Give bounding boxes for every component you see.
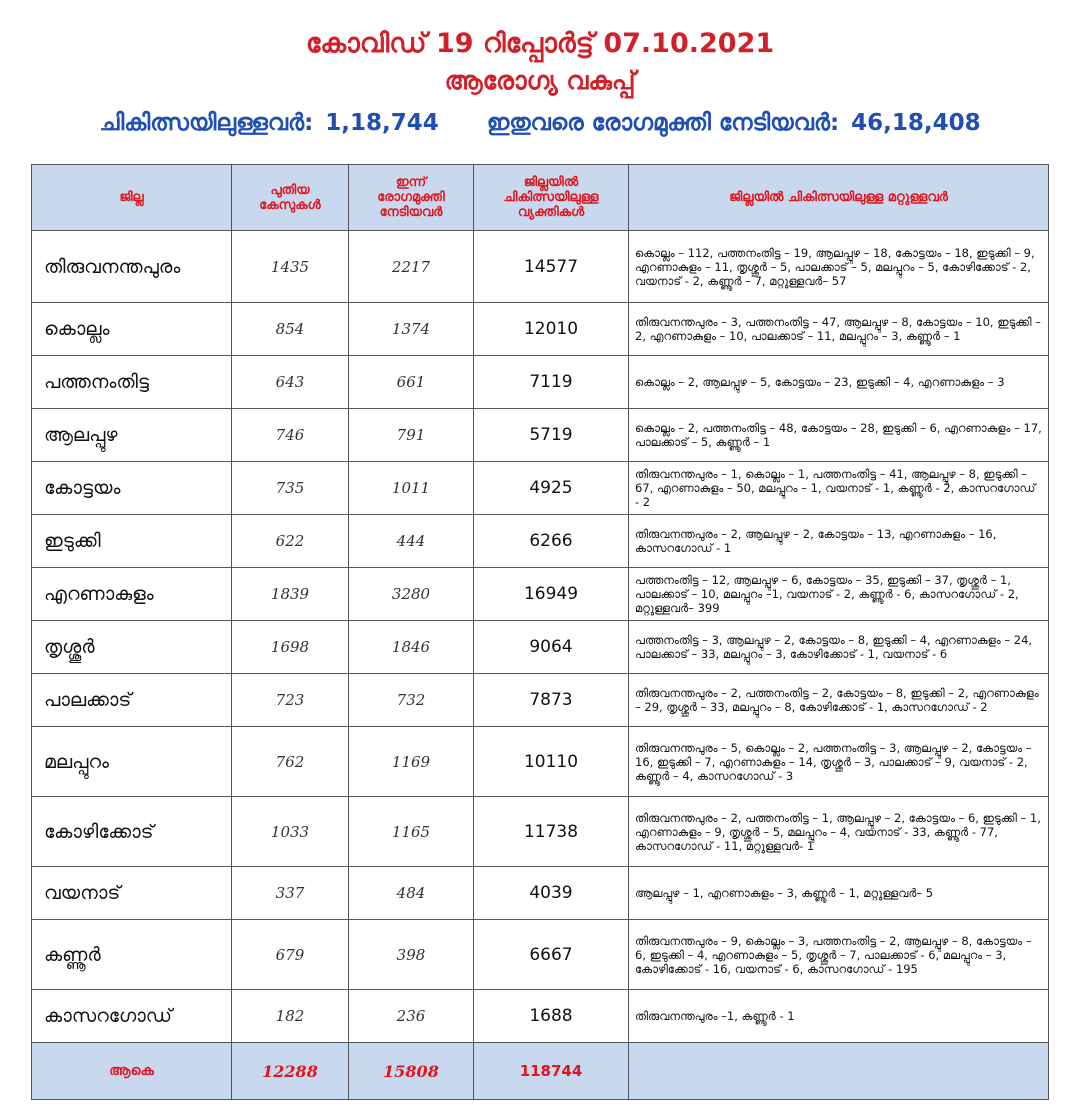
active-cases-cell: 4925: [474, 462, 629, 515]
column-header-new-cases: പുതിയ കേസുകൾ: [232, 165, 349, 231]
table-row: [32, 462, 1049, 515]
total-label: ആകെ: [32, 1043, 232, 1100]
district-cell: വയനാട്: [32, 867, 232, 920]
recovered-cell: 1846: [349, 621, 474, 674]
others-cell: പത്തനംതിട്ട – 3, ആലപ്പുഴ – 2, കോട്ടയം – 8, ഇടുക്കി – 4, എറണാകുളം – 24, പാലക്കാട് – 33, മലപ്പുറം – 3, കോഴിക്കോട് - 1, വയനാട് - 6: [629, 621, 1049, 674]
table-row: [32, 515, 1049, 568]
district-cell: പത്തനംതിട്ട: [32, 356, 232, 409]
others-cell: തിരുവനന്തപുരം –1, കണ്ണൂർ - 1: [629, 990, 1049, 1043]
column-header-recovered-today: ഇന്ന് രോഗമുക്തി നേടിയവർ: [349, 165, 474, 231]
table-row: [32, 727, 1049, 797]
recovered-cell: 661: [349, 356, 474, 409]
others-cell: ആലപ്പുഴ – 1, എറണാകുളം – 3, കണ്ണൂർ – 1, മറ്റുള്ളവർ– 5: [629, 867, 1049, 920]
active-cases-cell: 6667: [474, 920, 629, 990]
active-cases-cell: 10110: [474, 727, 629, 797]
recovered-cell: 236: [349, 990, 474, 1043]
new-cases-cell: 337: [232, 867, 349, 920]
active-cases-cell: 1688: [474, 990, 629, 1043]
active-cases-cell: 14577: [474, 231, 629, 303]
column-header-others: ജില്ലയിൽ ചികിത്സയിലുള്ള മറ്റുള്ളവർ: [629, 165, 1049, 231]
district-cell: കൊല്ലം: [32, 303, 232, 356]
new-cases-cell: 643: [232, 356, 349, 409]
new-cases-cell: 762: [232, 727, 349, 797]
new-cases-cell: 182: [232, 990, 349, 1043]
recovered-cell: 1169: [349, 727, 474, 797]
others-cell: കൊല്ലം – 2, ആലപ്പുഴ – 5, കോട്ടയം – 23, ഇടുക്കി – 4, എറണാകുളം – 3: [629, 356, 1049, 409]
district-cell: എറണാകുളം: [32, 568, 232, 621]
report-title: കോവിഡ് 19 റിപ്പോർട്ട് 07.10.2021: [305, 28, 775, 59]
district-cell: മലപ്പുറം: [32, 727, 232, 797]
recovered-cell: 2217: [349, 231, 474, 303]
recovered-cell: 398: [349, 920, 474, 990]
covid-district-table: [31, 164, 1049, 1100]
new-cases-cell: 854: [232, 303, 349, 356]
recovered-label: ഇതുവരെ രോഗമുക്തി നേടിയവർ:: [486, 110, 840, 136]
others-cell: കൊല്ലം – 112, പത്തനംതിട്ട – 19, ആലപ്പുഴ – 18, കോട്ടയം – 18, ഇടുക്കി – 9, എറണാകുളം – 11, തൃശ്ശൂർ – 5, പാലക്കാട് – 5, മലപ്പുറം – 5, കോഴിക്കോട് - 2, വയനാട് - 2, കണ്ണൂർ – 7, മറ്റുള്ളവർ– 57: [629, 231, 1049, 303]
new-cases-cell: 1839: [232, 568, 349, 621]
recovered-cell: 1374: [349, 303, 474, 356]
total-active-cases: 118744: [474, 1043, 629, 1100]
new-cases-cell: 723: [232, 674, 349, 727]
others-cell: തിരുവനന്തപുരം – 2, പത്തനംതിട്ട – 1, ആലപ്പുഴ – 2, കോട്ടയം – 6, ഇടുക്കി – 1, എറണാകുളം – 9, തൃശ്ശൂർ – 5, മലപ്പുറം – 4, വയനാട് - 33, കണ്ണൂർ - 77, കാസറഗോഡ് - 11, മറ്റുള്ളവർ- 1: [629, 797, 1049, 867]
new-cases-cell: 735: [232, 462, 349, 515]
new-cases-cell: 1033: [232, 797, 349, 867]
others-cell: കൊല്ലം – 2, പത്തനംതിട്ട – 48, കോട്ടയം – 28, ഇടുക്കി – 6, എറണാകുളം – 17, പാലക്കാട് – 5, കണ്ണൂർ – 1: [629, 409, 1049, 462]
others-cell: തിരുവനന്തപുരം – 5, കൊല്ലം – 2, പത്തനംതിട്ട – 3, ആലപ്പുഴ – 2, കോട്ടയം – 16, ഇടുക്കി – 7, എറണാകുളം – 14, തൃശ്ശൂർ – 3, പാലക്കാട് – 9, വയനാട് - 2, കണ്ണൂർ – 4, കാസറഗോഡ് - 3: [629, 727, 1049, 797]
active-cases-cell: 7119: [474, 356, 629, 409]
recovered-cell: 791: [349, 409, 474, 462]
others-cell: തിരുവനന്തപുരം – 9, കൊല്ലം – 3, പത്തനംതിട്ട – 2, ആലപ്പുഴ – 8, കോട്ടയം – 6, ഇടുക്കി – 4, എറണാകുളം – 5, തൃശ്ശൂർ – 7, പാലക്കാട് - 6, മലപ്പുറം – 3, കോഴിക്കോട് - 16, വയനാട് - 6, കാസറഗോഡ് - 195: [629, 920, 1049, 990]
active-cases-cell: 12010: [474, 303, 629, 356]
new-cases-cell: 1435: [232, 231, 349, 303]
column-header-active-cases: ജില്ലയിൽ ചികിത്സയിലുള്ള വ്യക്തികൾ: [474, 165, 629, 231]
district-cell: തൃശ്ശൂർ: [32, 621, 232, 674]
recovered-cell: 732: [349, 674, 474, 727]
recovered-cell: 3280: [349, 568, 474, 621]
new-cases-cell: 1698: [232, 621, 349, 674]
table-row: [32, 990, 1049, 1043]
district-cell: കോട്ടയം: [32, 462, 232, 515]
district-cell: ആലപ്പുഴ: [32, 409, 232, 462]
recovered-cell: 484: [349, 867, 474, 920]
table-row: [32, 674, 1049, 727]
total-new-cases: 12288: [232, 1043, 349, 1100]
district-cell: ഇടുക്കി: [32, 515, 232, 568]
others-cell: തിരുവനന്തപുരം – 2, പത്തനംതിട്ട – 2, കോട്ടയം – 8, ഇടുക്കി – 2, എറണാകുളം – 29, തൃശ്ശൂർ – 33, മലപ്പുറം – 8, കോഴിക്കോട് - 1, കാസറഗോഡ് - 2: [629, 674, 1049, 727]
district-cell: കോഴിക്കോട്: [32, 797, 232, 867]
others-cell: തിരുവനന്തപുരം – 1, കൊല്ലം – 1, പത്തനംതിട്ട – 41, ആലപ്പുഴ – 8, ഇടുക്കി – 67, എറണാകുളം – 50, മലപ്പുറം – 1, വയനാട് - 1, കണ്ണൂർ - 2, കാസറഗോഡ് - 2: [629, 462, 1049, 515]
others-cell: തിരുവനന്തപുരം – 3, പത്തനംതിട്ട – 47, ആലപ്പുഴ – 8, കോട്ടയം – 10, ഇടുക്കി – 2, എറണാകുളം – 10, പാലക്കാട് – 11, മലപ്പുറം – 3, കണ്ണൂർ – 1: [629, 303, 1049, 356]
recovered-value: 46,18,408: [851, 110, 981, 136]
under-treatment-label: ചികിത്സയിലുള്ളവർ:: [99, 110, 314, 136]
total-row: [32, 1043, 1049, 1100]
active-cases-cell: 11738: [474, 797, 629, 867]
summary-line: [0, 110, 1080, 136]
others-cell: പത്തനംതിട്ട – 12, ആലപ്പുഴ – 6, കോട്ടയം – 35, ഇടുക്കി – 37, തൃശ്ശൂർ – 1, പാലക്കാട് – 10, മലപ്പുറം –1, വയനാട് - 2, കണ്ണൂർ - 6, കാസറഗോഡ് - 2, മറ്റുള്ളവർ– 399: [629, 568, 1049, 621]
active-cases-cell: 4039: [474, 867, 629, 920]
active-cases-cell: 6266: [474, 515, 629, 568]
district-cell: തിരുവനന്തപുരം: [32, 231, 232, 303]
active-cases-cell: 16949: [474, 568, 629, 621]
new-cases-cell: 622: [232, 515, 349, 568]
table-row: [32, 920, 1049, 990]
table-row: [32, 797, 1049, 867]
table-row: [32, 621, 1049, 674]
others-cell: തിരുവനന്തപുരം – 2, ആലപ്പുഴ – 2, കോട്ടയം – 13, എറണാകുളം – 16, കാസറഗോഡ് - 1: [629, 515, 1049, 568]
total-recovered: 15808: [349, 1043, 474, 1100]
column-header-district: ജില്ല: [32, 165, 232, 231]
active-cases-cell: 9064: [474, 621, 629, 674]
new-cases-cell: 679: [232, 920, 349, 990]
department-name: ആരോഗ്യ വകുപ്പ്: [444, 66, 636, 95]
district-cell: കാസറഗോഡ്: [32, 990, 232, 1043]
active-cases-cell: 7873: [474, 674, 629, 727]
table-row: [32, 568, 1049, 621]
new-cases-cell: 746: [232, 409, 349, 462]
table-row: [32, 303, 1049, 356]
recovered-cell: 1165: [349, 797, 474, 867]
under-treatment-value: 1,18,744: [325, 110, 439, 136]
total-others: [629, 1043, 1049, 1100]
district-cell: കണ്ണൂർ: [32, 920, 232, 990]
district-cell: പാലക്കാട്: [32, 674, 232, 727]
active-cases-cell: 5719: [474, 409, 629, 462]
table-header-row: [32, 165, 1049, 231]
recovered-cell: 1011: [349, 462, 474, 515]
table-row: [32, 231, 1049, 303]
table-row: [32, 356, 1049, 409]
table-row: [32, 409, 1049, 462]
table-row: [32, 867, 1049, 920]
recovered-cell: 444: [349, 515, 474, 568]
